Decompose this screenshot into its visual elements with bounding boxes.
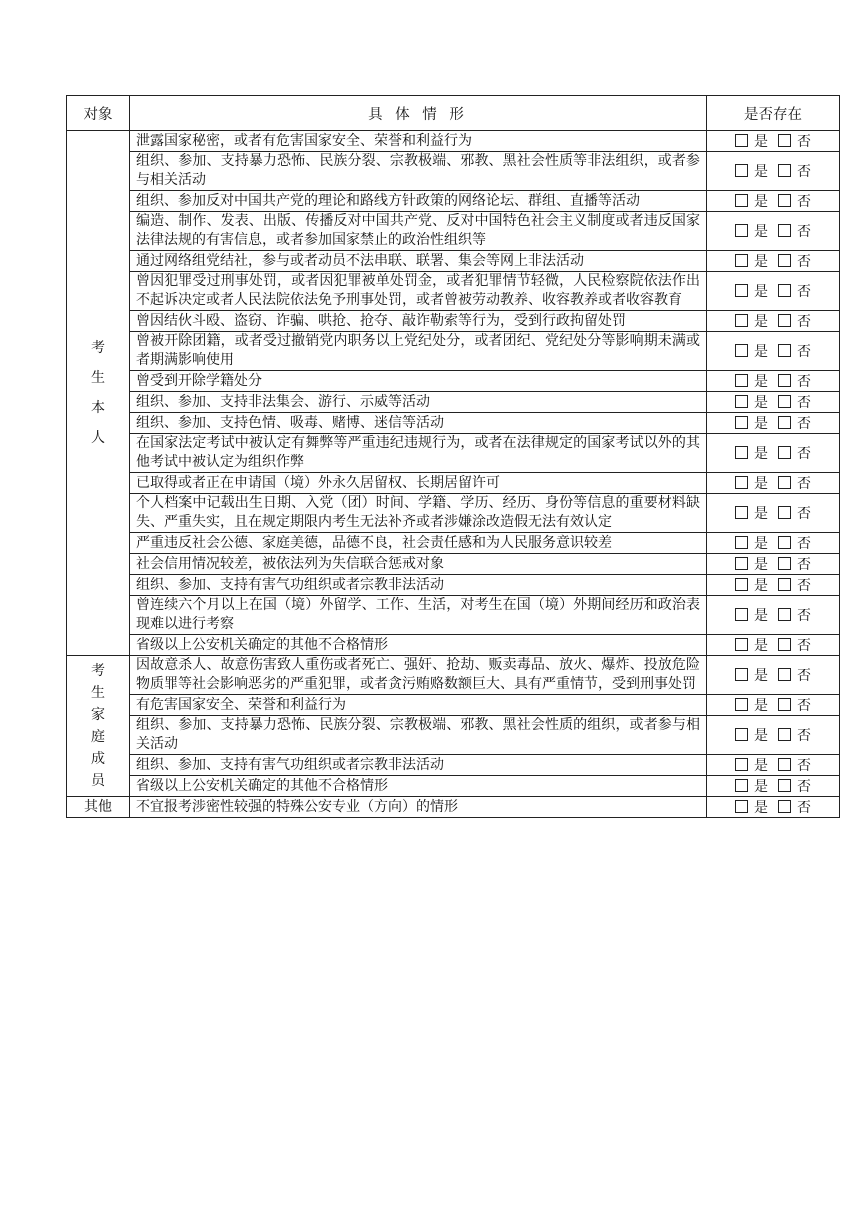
option-no-label: 否 <box>797 374 811 390</box>
option-no-label: 否 <box>797 728 811 744</box>
condition-text: 泄露国家秘密，或者有危害国家安全、荣誉和利益行为 <box>130 131 707 152</box>
checkbox-yes[interactable] <box>735 164 748 177</box>
option-no[interactable] <box>778 371 811 391</box>
checkbox-yes[interactable] <box>735 779 748 792</box>
option-no-label: 否 <box>797 779 811 795</box>
condition-text: 曾因结伙斗殴、盗窃、诈骗、哄抢、抢夺、敲诈勒索等行为，受到行政拘留处罚 <box>130 311 707 332</box>
option-yes[interactable] <box>735 341 768 361</box>
condition-text: 组织、参加、支持暴力恐怖、民族分裂、宗教极端、邪教、黑社会性质的组织，或者参与相关活动 <box>130 716 707 755</box>
table-body <box>67 131 840 818</box>
option-no[interactable] <box>778 554 811 574</box>
checkbox-yes[interactable] <box>735 668 748 681</box>
option-no-label: 否 <box>797 698 811 714</box>
option-no-label: 否 <box>797 134 811 150</box>
option-yes-label: 是 <box>754 536 768 552</box>
exists-options <box>707 554 840 575</box>
condition-text: 曾受到开除学籍处分 <box>130 371 707 392</box>
option-yes-label: 是 <box>754 416 768 432</box>
option-yes-label: 是 <box>754 344 768 360</box>
option-no[interactable] <box>778 473 811 493</box>
checkbox-no[interactable] <box>778 416 791 429</box>
option-yes[interactable] <box>735 392 768 412</box>
checkbox-no[interactable] <box>778 134 791 147</box>
option-yes[interactable] <box>735 371 768 391</box>
condition-text: 组织、参加、支持暴力恐怖、民族分裂、宗教极端、邪教、黑社会性质等非法组织，或者参与相关活动 <box>130 152 707 191</box>
option-yes[interactable] <box>735 605 768 625</box>
option-yes-label: 是 <box>754 758 768 774</box>
checkbox-no[interactable] <box>778 698 791 711</box>
option-yes[interactable] <box>735 503 768 523</box>
checkbox-no[interactable] <box>778 224 791 237</box>
option-no-label: 否 <box>797 344 811 360</box>
exists-options <box>707 635 840 656</box>
option-no[interactable] <box>778 221 811 241</box>
table-row <box>67 332 840 371</box>
table-row <box>67 251 840 272</box>
table-row <box>67 212 840 251</box>
option-yes[interactable] <box>735 473 768 493</box>
table-row <box>67 371 840 392</box>
option-yes-label: 是 <box>754 476 768 492</box>
option-no[interactable] <box>778 341 811 361</box>
table-row <box>67 494 840 533</box>
option-no[interactable] <box>778 776 811 796</box>
option-no[interactable] <box>778 533 811 553</box>
option-no[interactable] <box>778 311 811 331</box>
option-yes-label: 是 <box>754 374 768 390</box>
option-yes[interactable] <box>735 575 768 595</box>
option-no-label: 否 <box>797 506 811 522</box>
option-no-label: 否 <box>797 638 811 654</box>
table-row <box>67 755 840 776</box>
option-yes[interactable] <box>735 251 768 271</box>
option-no[interactable] <box>778 797 811 817</box>
checkbox-no[interactable] <box>778 374 791 387</box>
condition-text: 通过网络组党结社，参与或者动员不法串联、联署、集会等网上非法活动 <box>130 251 707 272</box>
option-yes[interactable] <box>735 413 768 433</box>
checkbox-no[interactable] <box>778 314 791 327</box>
checkbox-no[interactable] <box>778 578 791 591</box>
option-yes-label: 是 <box>754 395 768 411</box>
checkbox-yes[interactable] <box>735 506 748 519</box>
condition-text: 编造、制作、发表、出版、传播反对中国共产党、反对中国特色社会主义制度或者违反国家法律法规的有害信息，或者参加国家禁止的政治性组织等 <box>130 212 707 251</box>
option-no[interactable] <box>778 281 811 301</box>
option-no[interactable] <box>778 251 811 271</box>
checkbox-no[interactable] <box>778 395 791 408</box>
table-row <box>67 152 840 191</box>
option-no-label: 否 <box>797 758 811 774</box>
option-no[interactable] <box>778 695 811 715</box>
checkbox-yes[interactable] <box>735 134 748 147</box>
option-yes[interactable] <box>735 554 768 574</box>
checkbox-yes[interactable] <box>735 578 748 591</box>
exists-options <box>707 695 840 716</box>
option-no-label: 否 <box>797 395 811 411</box>
table-row <box>67 575 840 596</box>
checkbox-no[interactable] <box>778 800 791 813</box>
checkbox-no[interactable] <box>778 476 791 489</box>
checkbox-no[interactable] <box>778 194 791 207</box>
condition-text: 省级以上公安机关确定的其他不合格情形 <box>130 776 707 797</box>
table-row <box>67 656 840 695</box>
condition-text: 严重违反社会公德、家庭美德，品德不良，社会责任感和为人民服务意识较差 <box>130 533 707 554</box>
table-row <box>67 191 840 212</box>
option-yes-label: 是 <box>754 254 768 270</box>
option-yes[interactable] <box>735 635 768 655</box>
option-yes-label: 是 <box>754 284 768 300</box>
table-row <box>67 131 840 152</box>
exists-options <box>707 656 840 695</box>
condition-text: 已取得或者正在申请国（境）外永久居留权、长期居留许可 <box>130 473 707 494</box>
exists-options <box>707 152 840 191</box>
option-yes[interactable] <box>735 191 768 211</box>
option-yes-label: 是 <box>754 506 768 522</box>
table-row <box>67 392 840 413</box>
condition-text: 因故意杀人、故意伤害致人重伤或者死亡、强奸、抢劫、贩卖毒品、放火、爆炸、投放危险物质罪等社会影响恶劣的严重犯罪，或者贪污贿赂数额巨大、具有严重情节，受到刑事处罚 <box>130 656 707 695</box>
option-no[interactable] <box>778 443 811 463</box>
group-family <box>67 656 130 797</box>
exists-options <box>707 776 840 797</box>
table-row <box>67 533 840 554</box>
checkbox-yes[interactable] <box>735 416 748 429</box>
table-row <box>67 635 840 656</box>
condition-text: 不宜报考涉密性较强的特殊公安专业（方向）的情形 <box>130 797 707 818</box>
exists-options <box>707 575 840 596</box>
checkbox-yes[interactable] <box>735 557 748 570</box>
checkbox-yes[interactable] <box>735 344 748 357</box>
table-row <box>67 596 840 635</box>
checkbox-yes[interactable] <box>735 374 748 387</box>
option-no[interactable] <box>778 161 811 181</box>
checkbox-yes[interactable] <box>735 758 748 771</box>
option-yes[interactable] <box>735 797 768 817</box>
exists-options <box>707 434 840 473</box>
group-self <box>67 131 130 656</box>
option-yes[interactable] <box>735 755 768 775</box>
exists-options <box>707 533 840 554</box>
table-row <box>67 473 840 494</box>
checkbox-no[interactable] <box>778 536 791 549</box>
checkbox-yes[interactable] <box>735 698 748 711</box>
exists-options <box>707 473 840 494</box>
condition-text: 社会信用情况较差，被依法列为失信联合惩戒对象 <box>130 554 707 575</box>
option-yes-label: 是 <box>754 557 768 573</box>
checkbox-no[interactable] <box>778 557 791 570</box>
option-no[interactable] <box>778 413 811 433</box>
option-yes[interactable] <box>735 665 768 685</box>
checkbox-no[interactable] <box>778 344 791 357</box>
option-no-label: 否 <box>797 416 811 432</box>
checkbox-yes[interactable] <box>735 224 748 237</box>
option-yes-label: 是 <box>754 638 768 654</box>
option-no[interactable] <box>778 503 811 523</box>
option-no[interactable] <box>778 392 811 412</box>
table-row <box>67 716 840 755</box>
option-no[interactable] <box>778 605 811 625</box>
condition-text: 组织、参加、支持非法集会、游行、示威等活动 <box>130 392 707 413</box>
condition-text: 有危害国家安全、荣誉和利益行为 <box>130 695 707 716</box>
condition-text: 在国家法定考试中被认定有舞弊等严重违纪违规行为，或者在法律规定的国家考试以外的其他考试中被认定为组织作弊 <box>130 434 707 473</box>
checkbox-yes[interactable] <box>735 254 748 267</box>
option-yes-label: 是 <box>754 668 768 684</box>
exists-options <box>707 494 840 533</box>
exists-options <box>707 716 840 755</box>
option-yes[interactable] <box>735 443 768 463</box>
option-no-label: 否 <box>797 557 811 573</box>
table-row <box>67 434 840 473</box>
checkbox-no[interactable] <box>778 779 791 792</box>
group-other <box>67 797 130 818</box>
checkbox-no[interactable] <box>778 608 791 621</box>
group-label: 考生家庭成员 <box>91 663 105 789</box>
exists-options <box>707 212 840 251</box>
option-no-label: 否 <box>797 224 811 240</box>
option-yes[interactable] <box>735 131 768 151</box>
option-yes[interactable] <box>735 695 768 715</box>
option-no[interactable] <box>778 665 811 685</box>
checkbox-no[interactable] <box>778 668 791 681</box>
table-row <box>67 413 840 434</box>
option-yes-label: 是 <box>754 164 768 180</box>
checkbox-no[interactable] <box>778 638 791 651</box>
exists-options <box>707 272 840 311</box>
table-row <box>67 272 840 311</box>
option-yes-label: 是 <box>754 779 768 795</box>
option-yes-label: 是 <box>754 578 768 594</box>
exists-options <box>707 131 840 152</box>
checkbox-no[interactable] <box>778 254 791 267</box>
option-yes[interactable] <box>735 533 768 553</box>
option-no-label: 否 <box>797 164 811 180</box>
option-yes-label: 是 <box>754 314 768 330</box>
checkbox-no[interactable] <box>778 164 791 177</box>
option-yes[interactable] <box>735 281 768 301</box>
exists-options <box>707 311 840 332</box>
option-no[interactable] <box>778 635 811 655</box>
checkbox-yes[interactable] <box>735 476 748 489</box>
qualification-table <box>66 95 840 818</box>
checkbox-yes[interactable] <box>735 194 748 207</box>
option-no-label: 否 <box>797 536 811 552</box>
option-no[interactable] <box>778 575 811 595</box>
condition-text: 个人档案中记载出生日期、入党（团）时间、学籍、学历、经历、身份等信息的重要材料缺失、严重失实，且在规定期限内考生无法补齐或者涉嫌涂改造假无法有效认定 <box>130 494 707 533</box>
table-row <box>67 776 840 797</box>
option-no-label: 否 <box>797 194 811 210</box>
table-header-row <box>67 96 840 131</box>
table-row <box>67 797 840 818</box>
checkbox-no[interactable] <box>778 446 791 459</box>
exists-options <box>707 191 840 212</box>
option-yes[interactable] <box>735 161 768 181</box>
condition-text: 组织、参加反对中国共产党的理论和路线方针政策的网络论坛、群组、直播等活动 <box>130 191 707 212</box>
condition-text: 组织、参加、支持有害气功组织或者宗教非法活动 <box>130 575 707 596</box>
condition-text: 曾被开除团籍，或者受过撤销党内职务以上党纪处分，或者团纪、党纪处分等影响期未满或者期满影响使用 <box>130 332 707 371</box>
exists-options <box>707 332 840 371</box>
checkbox-yes[interactable] <box>735 284 748 297</box>
option-no[interactable] <box>778 191 811 211</box>
header-object: 对象 <box>67 96 130 131</box>
header-exists: 是否存在 <box>707 96 840 131</box>
option-no-label: 否 <box>797 284 811 300</box>
option-no-label: 否 <box>797 314 811 330</box>
exists-options <box>707 413 840 434</box>
header-condition: 具 体 情 形 <box>130 96 707 131</box>
condition-text: 组织、参加、支持有害气功组织或者宗教非法活动 <box>130 755 707 776</box>
option-yes[interactable] <box>735 311 768 331</box>
option-no-label: 否 <box>797 578 811 594</box>
option-yes-label: 是 <box>754 224 768 240</box>
option-yes[interactable] <box>735 221 768 241</box>
option-no[interactable] <box>778 725 811 745</box>
option-no-label: 否 <box>797 668 811 684</box>
table-row <box>67 554 840 575</box>
group-label: 其他 <box>84 799 112 815</box>
option-no[interactable] <box>778 131 811 151</box>
option-no-label: 否 <box>797 446 811 462</box>
checkbox-yes[interactable] <box>735 638 748 651</box>
option-no-label: 否 <box>797 800 811 816</box>
checkbox-no[interactable] <box>778 506 791 519</box>
option-no-label: 否 <box>797 608 811 624</box>
condition-text: 曾连续六个月以上在国（境）外留学、工作、生活，对考生在国（境）外期间经历和政治表现难以进行考察 <box>130 596 707 635</box>
option-no[interactable] <box>778 755 811 775</box>
option-yes-label: 是 <box>754 728 768 744</box>
option-no-label: 否 <box>797 254 811 270</box>
exists-options <box>707 392 840 413</box>
exists-options <box>707 755 840 776</box>
option-no-label: 否 <box>797 476 811 492</box>
checkbox-no[interactable] <box>778 758 791 771</box>
option-yes[interactable] <box>735 725 768 745</box>
condition-text: 组织、参加、支持色情、吸毒、赌博、迷信等活动 <box>130 413 707 434</box>
table-row <box>67 695 840 716</box>
checkbox-yes[interactable] <box>735 395 748 408</box>
option-yes-label: 是 <box>754 608 768 624</box>
option-yes-label: 是 <box>754 698 768 714</box>
checkbox-yes[interactable] <box>735 608 748 621</box>
exists-options <box>707 797 840 818</box>
checkbox-yes[interactable] <box>735 446 748 459</box>
exists-options <box>707 371 840 392</box>
exists-options <box>707 596 840 635</box>
option-yes-label: 是 <box>754 800 768 816</box>
group-label: 考生本人 <box>91 340 105 446</box>
checkbox-yes[interactable] <box>735 728 748 741</box>
exists-options <box>707 251 840 272</box>
option-yes-label: 是 <box>754 134 768 150</box>
checkbox-yes[interactable] <box>735 314 748 327</box>
condition-text: 省级以上公安机关确定的其他不合格情形 <box>130 635 707 656</box>
checkbox-no[interactable] <box>778 284 791 297</box>
option-yes[interactable] <box>735 776 768 796</box>
checkbox-yes[interactable] <box>735 800 748 813</box>
checkbox-yes[interactable] <box>735 536 748 549</box>
condition-text: 曾因犯罪受过刑事处罚，或者因犯罪被单处罚金，或者犯罪情节轻微，人民检察院依法作出不起诉决定或者人民法院依法免予刑事处罚，或者曾被劳动教养、收容教养或者收容教育 <box>130 272 707 311</box>
checkbox-no[interactable] <box>778 728 791 741</box>
option-yes-label: 是 <box>754 446 768 462</box>
table-row <box>67 311 840 332</box>
option-yes-label: 是 <box>754 194 768 210</box>
